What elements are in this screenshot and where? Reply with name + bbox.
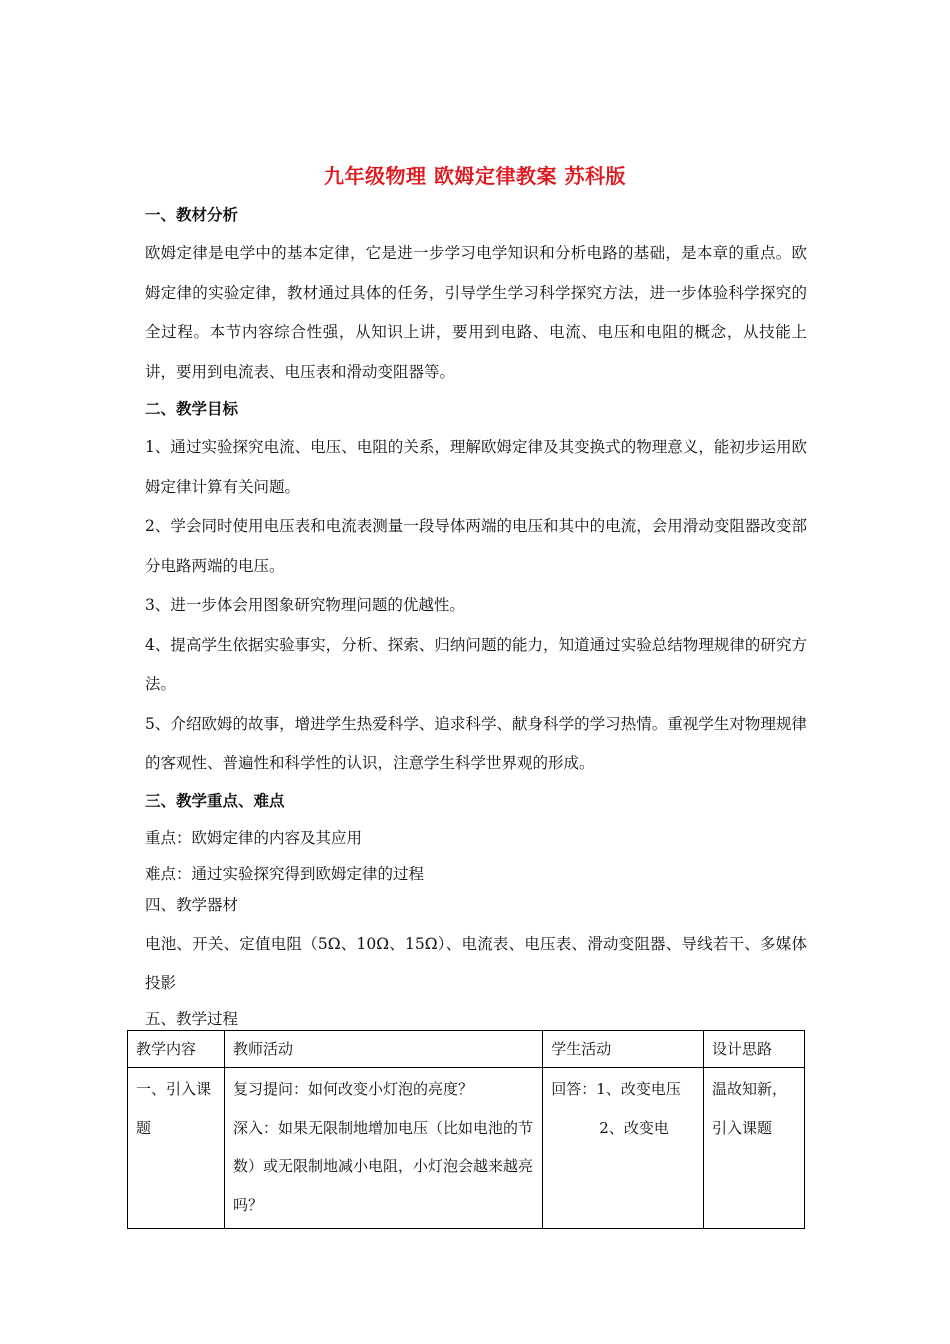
table-header-cell: 学生活动 [543,1031,704,1068]
table-cell-teacher [225,1068,543,1229]
student-activity-line: 2、改变电 [599,1118,669,1137]
table-header-cell: 教学内容 [128,1031,225,1068]
section-heading-textbook-analysis: 一、教材分析 [145,206,239,224]
table-cell-student [543,1068,704,1229]
table-cell-design: 温故知新，引入课题 [703,1068,804,1229]
goal-item: 5、介绍欧姆的故事，增进学生热爱科学、追求科学、献身科学的学习热情。重视学生对物理规律的客观性、普遍性和科学性的认识，注意学生科学世界观的形成。 [145,714,807,772]
equipment-list: 电池、开关、定值电阻（5Ω、10Ω、15Ω）、电流表、电压表、滑动变阻器、导线若干、多媒体投影 [145,934,807,992]
document-body [145,204,807,1039]
section-heading-teaching-process: 五、教学过程 [145,1009,239,1028]
teacher-activity-line: 复习提问：如何改变小灯泡的亮度？ [233,1080,474,1098]
section-heading-key-points: 三、教学重点、难点 [145,791,285,810]
goal-item: 4、提高学生依据实验事实，分析、探索、归纳问题的能力，知道通过实验总结物理规律的研究方法。 [145,635,807,693]
difficulty-text: 难点：通过实验探究得到欧姆定律的过程 [145,864,425,883]
goal-item: 3、进一步体会用图象研究物理问题的优越性。 [145,596,465,614]
student-activity-line: 回答：1、改变电压 [551,1080,681,1098]
section-heading-equipment: 四、教学器材 [145,895,239,914]
textbook-analysis-paragraph: 欧姆定律是电学中的基本定律，它是进一步学习电学知识和分析电路的基础，是本章的重点。欧姆定律的实验定律，教材通过具体的任务，引导学生学习科学探究方法，进一步体验科学探究的全过程。本节内容综合性强，从知识上讲，要用到电路、电流、电压和电阻的概念，从技能上讲，要用到电流表、电压表和滑动变阻器等。 [145,244,807,381]
goal-item: 1、通过实验探究电流、电压、电阻的关系，理解欧姆定律及其变换式的物理意义，能初步运用欧姆定律计算有关问题。 [145,438,807,496]
goal-item: 2、学会同时使用电压表和电流表测量一段导体两端的电压和其中的电流，会用滑动变阻器改变部分电路两端的电压。 [145,517,807,575]
teacher-activity-line: 深入：如果无限制地增加电压（比如电池的节数）或无限制地减小电阻，小灯泡会越来越亮吗？ [233,1118,534,1214]
table-header-row [128,1031,805,1068]
document-title: 九年级物理 欧姆定律教案 苏科版 [324,164,626,188]
table-header-cell: 教师活动 [225,1031,543,1068]
table-cell-content: 一、引入课题 [128,1068,225,1229]
teaching-process-table [127,1030,805,1229]
table-row [128,1068,805,1229]
key-point-text: 重点：欧姆定律的内容及其应用 [145,828,363,847]
section-heading-teaching-goals: 二、教学目标 [145,400,239,418]
table-header-cell: 设计思路 [703,1031,804,1068]
